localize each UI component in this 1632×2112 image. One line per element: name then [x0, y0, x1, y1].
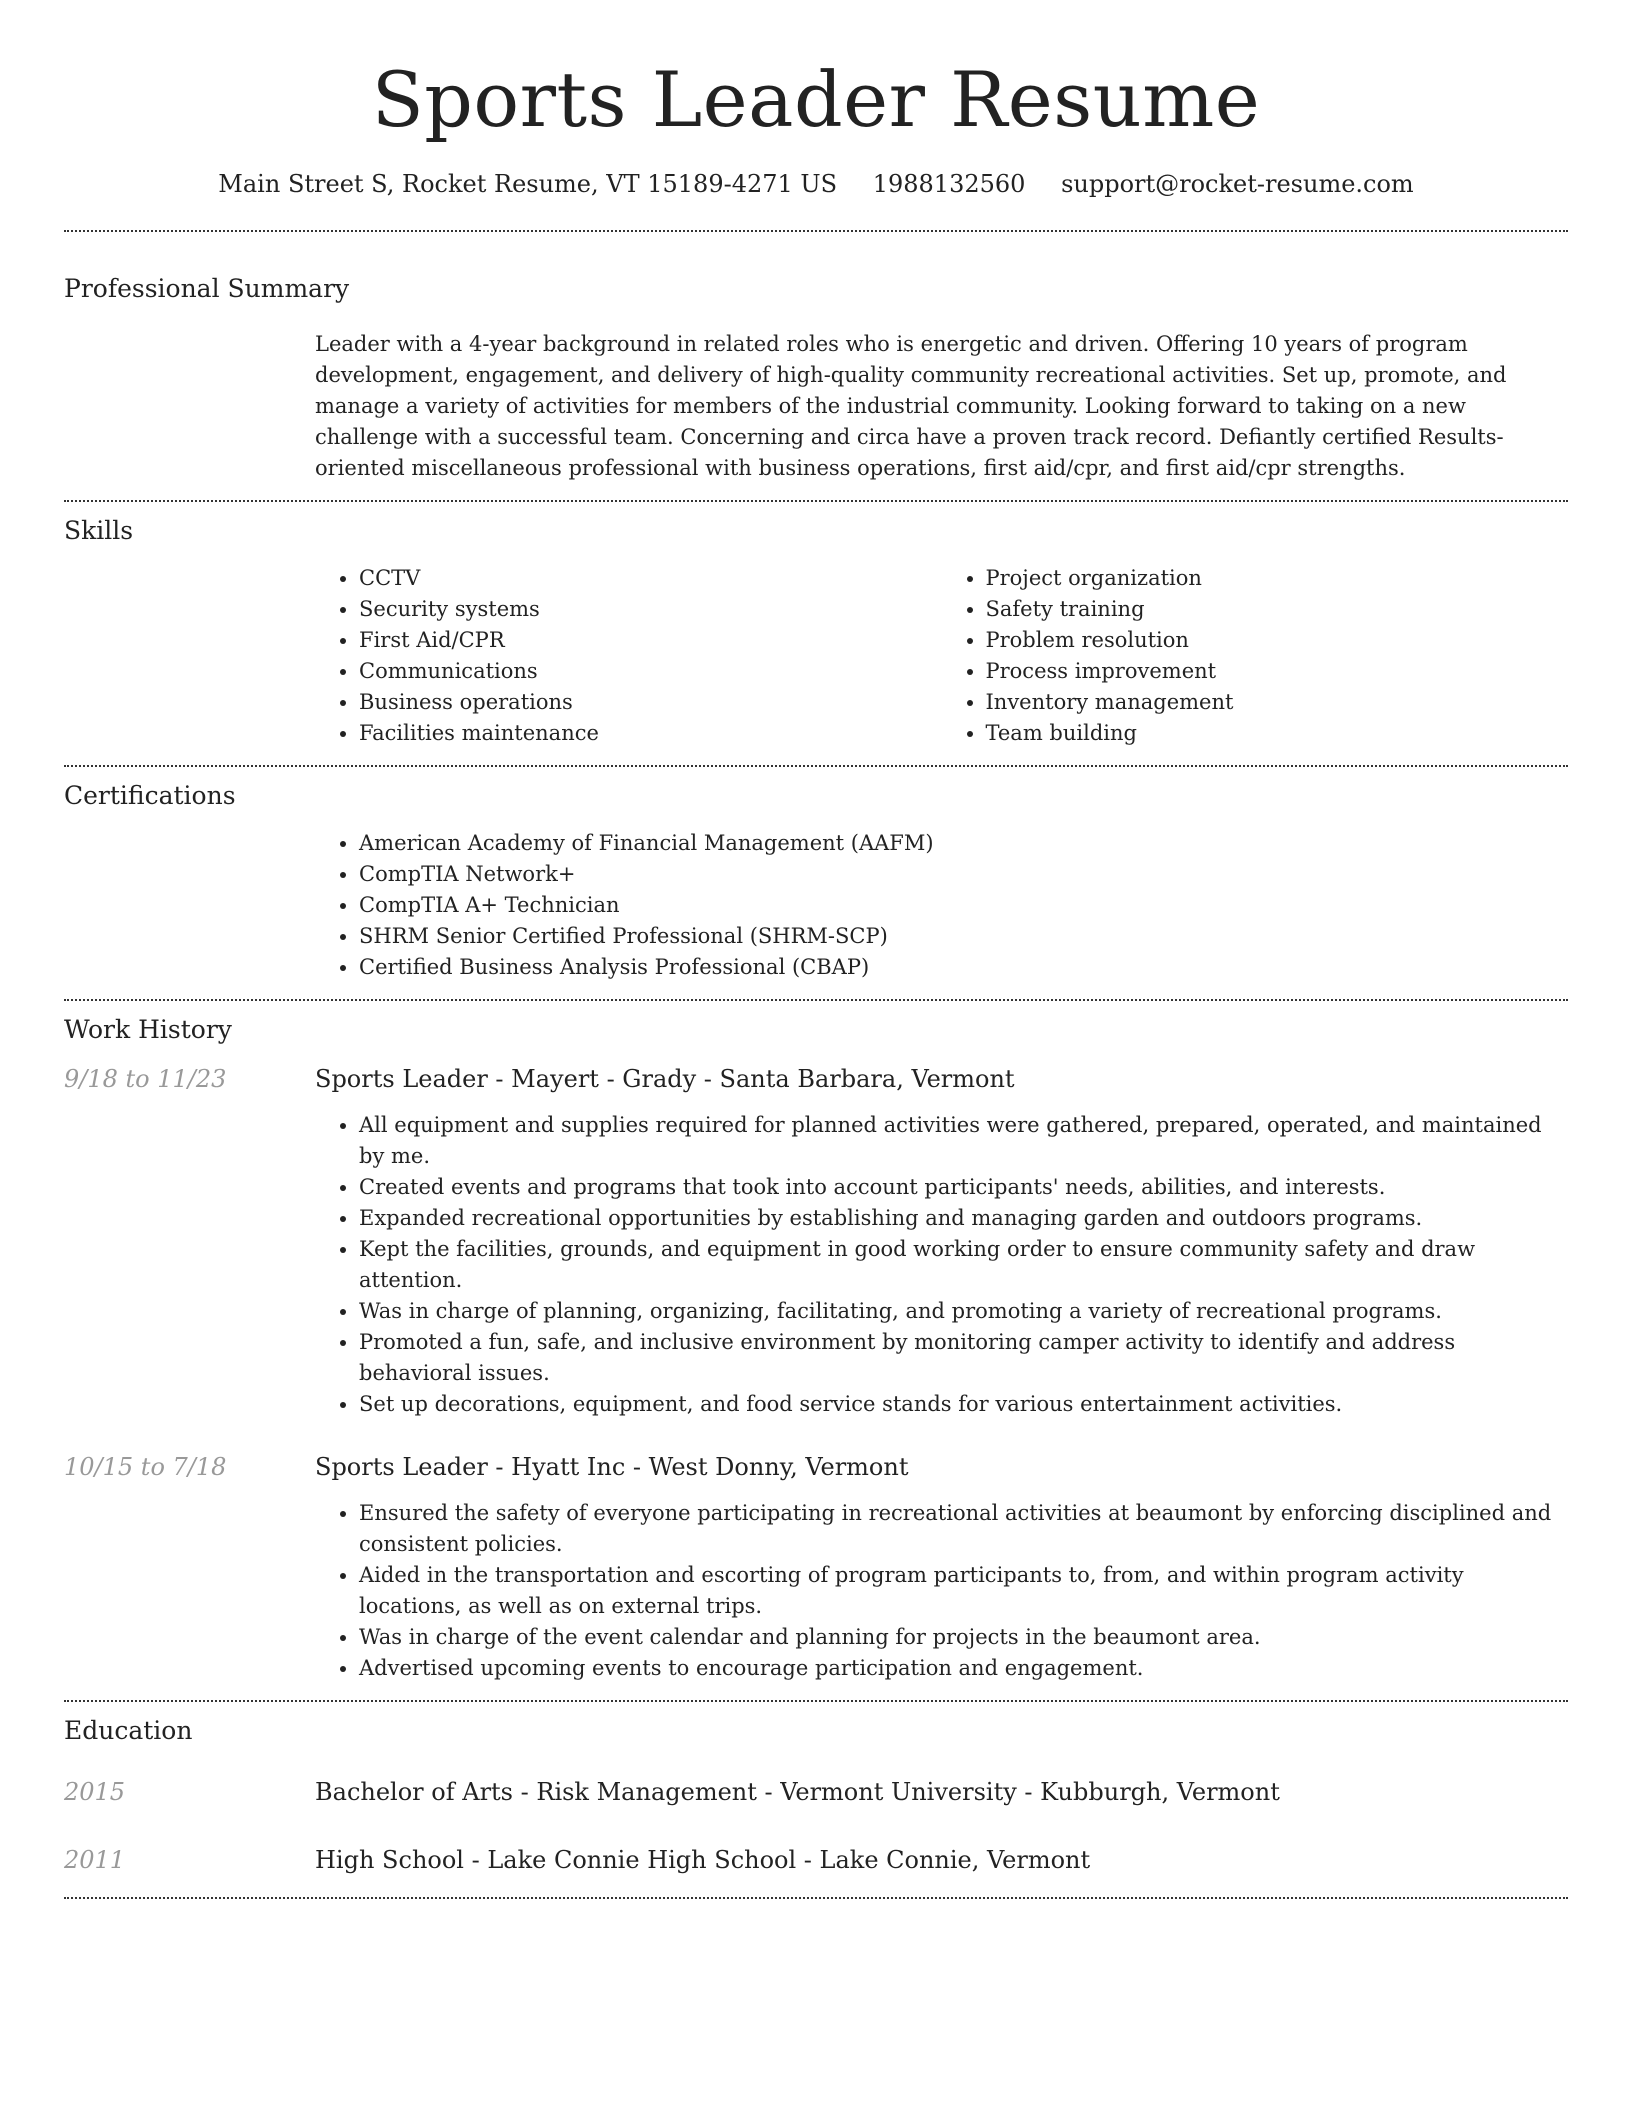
section-divider	[64, 1897, 1568, 1899]
job-bullets	[315, 1498, 1568, 1684]
education-entry	[64, 1843, 1568, 1877]
skill-item: • Safety training	[986, 594, 1569, 625]
section-title-work: Work History	[64, 1015, 232, 1044]
contact-phone: 1988132560	[872, 170, 1026, 198]
job-entry	[64, 1062, 1568, 1420]
job-dates: 9/18 to 11/23	[64, 1065, 227, 1093]
skill-item: • Problem resolution	[986, 625, 1569, 656]
certification-item: • SHRM Senior Certified Professional (SHRM-SCP)	[359, 921, 1568, 952]
job-entry	[64, 1450, 1568, 1684]
skills-list-left	[315, 563, 942, 749]
job-bullet: • Expanded recreational opportunities by establishing and managing garden and outdoors programs.	[359, 1203, 1568, 1234]
job-bullet: • Kept the facilities, grounds, and equipment in good working order to ensure community safety and draw attention.	[359, 1234, 1568, 1296]
job-title: Sports Leader - Mayert - Grady - Santa Barbara, Vermont	[315, 1065, 1015, 1093]
contact-line	[64, 170, 1568, 198]
professional-summary-section	[64, 232, 1568, 500]
job-bullet: • Ensured the safety of everyone participating in recreational activities at beaumont by enforcing disciplined and consistent policies.	[359, 1498, 1568, 1560]
certification-item: • CompTIA Network+	[359, 859, 1568, 890]
education-detail: Bachelor of Arts - Risk Management - Vermont University - Kubburgh, Vermont	[315, 1778, 1280, 1806]
skill-item: • Project organization	[986, 563, 1569, 594]
contact-email: support@rocket-resume.com	[1061, 170, 1414, 198]
job-bullet: • Was in charge of the event calendar and planning for projects in the beaumont area.	[359, 1622, 1568, 1653]
section-title-skills: Skills	[64, 516, 134, 545]
section-title-education: Education	[64, 1716, 193, 1745]
certification-item: • Certified Business Analysis Professional (CBAP)	[359, 952, 1568, 983]
education-year: 2015	[64, 1778, 126, 1806]
skill-item: • CCTV	[359, 563, 942, 594]
job-dates: 10/15 to 7/18	[64, 1453, 227, 1481]
certification-item: • American Academy of Financial Management (AAFM)	[359, 828, 1568, 859]
education-section	[64, 1702, 1568, 1897]
skill-item: • Communications	[359, 656, 942, 687]
education-entry	[64, 1775, 1568, 1809]
skill-item: • Facilities maintenance	[359, 718, 942, 749]
job-bullet: • Aided in the transportation and escorting of program participants to, from, and within program activity locations, as well as on external trips.	[359, 1560, 1568, 1622]
summary-text: Leader with a 4-year background in related roles who is energetic and driven. Offering 10 years of program development, engagement, and delivery of high-quality community recreational activities. Set up, promote, and manage a variety of activities for members of the industrial community. Looking forward to taking on a new challenge with a successful team. Concerning and circa have a proven track record. Defiantly certified Results-oriented miscellaneous professional with business operations, first aid/cpr, and first aid/cpr strengths.	[315, 332, 1507, 480]
skill-item: • Security systems	[359, 594, 942, 625]
resume-title: Sports Leader Resume	[371, 55, 1261, 144]
skills-list-right	[942, 563, 1569, 749]
work-history-section	[64, 1001, 1568, 1700]
contact-address: Main Street S, Rocket Resume, VT 15189-4271 US	[218, 170, 838, 198]
skills-section	[64, 502, 1568, 765]
skill-item: • Team building	[986, 718, 1569, 749]
section-title-certifications: Certifications	[64, 781, 236, 810]
job-bullet: • Promoted a fun, safe, and inclusive environment by monitoring camper activity to identify and address behavioral issues.	[359, 1327, 1568, 1389]
skill-item: • Process improvement	[986, 656, 1569, 687]
section-title-summary: Professional Summary	[64, 274, 350, 303]
education-detail: High School - Lake Connie High School - Lake Connie, Vermont	[315, 1846, 1091, 1874]
skill-item: • Business operations	[359, 687, 942, 718]
skill-item: • First Aid/CPR	[359, 625, 942, 656]
job-bullet: • Was in charge of planning, organizing, facilitating, and promoting a variety of recreational programs.	[359, 1296, 1568, 1327]
certifications-section	[64, 767, 1568, 999]
certification-item: • CompTIA A+ Technician	[359, 890, 1568, 921]
certifications-list	[315, 828, 1568, 983]
job-bullets	[315, 1110, 1568, 1420]
resume-page	[64, 0, 1568, 1899]
job-bullet: • All equipment and supplies required for planned activities were gathered, prepared, operated, and maintained by me.	[359, 1110, 1568, 1172]
skill-item: • Inventory management	[986, 687, 1569, 718]
job-bullet: • Created events and programs that took into account participants' needs, abilities, and interests.	[359, 1172, 1568, 1203]
job-bullet: • Advertised upcoming events to encourage participation and engagement.	[359, 1653, 1568, 1684]
job-bullet: • Set up decorations, equipment, and food service stands for various entertainment activities.	[359, 1389, 1568, 1420]
job-title: Sports Leader - Hyatt Inc - West Donny, Vermont	[315, 1453, 909, 1481]
education-year: 2011	[64, 1846, 126, 1874]
